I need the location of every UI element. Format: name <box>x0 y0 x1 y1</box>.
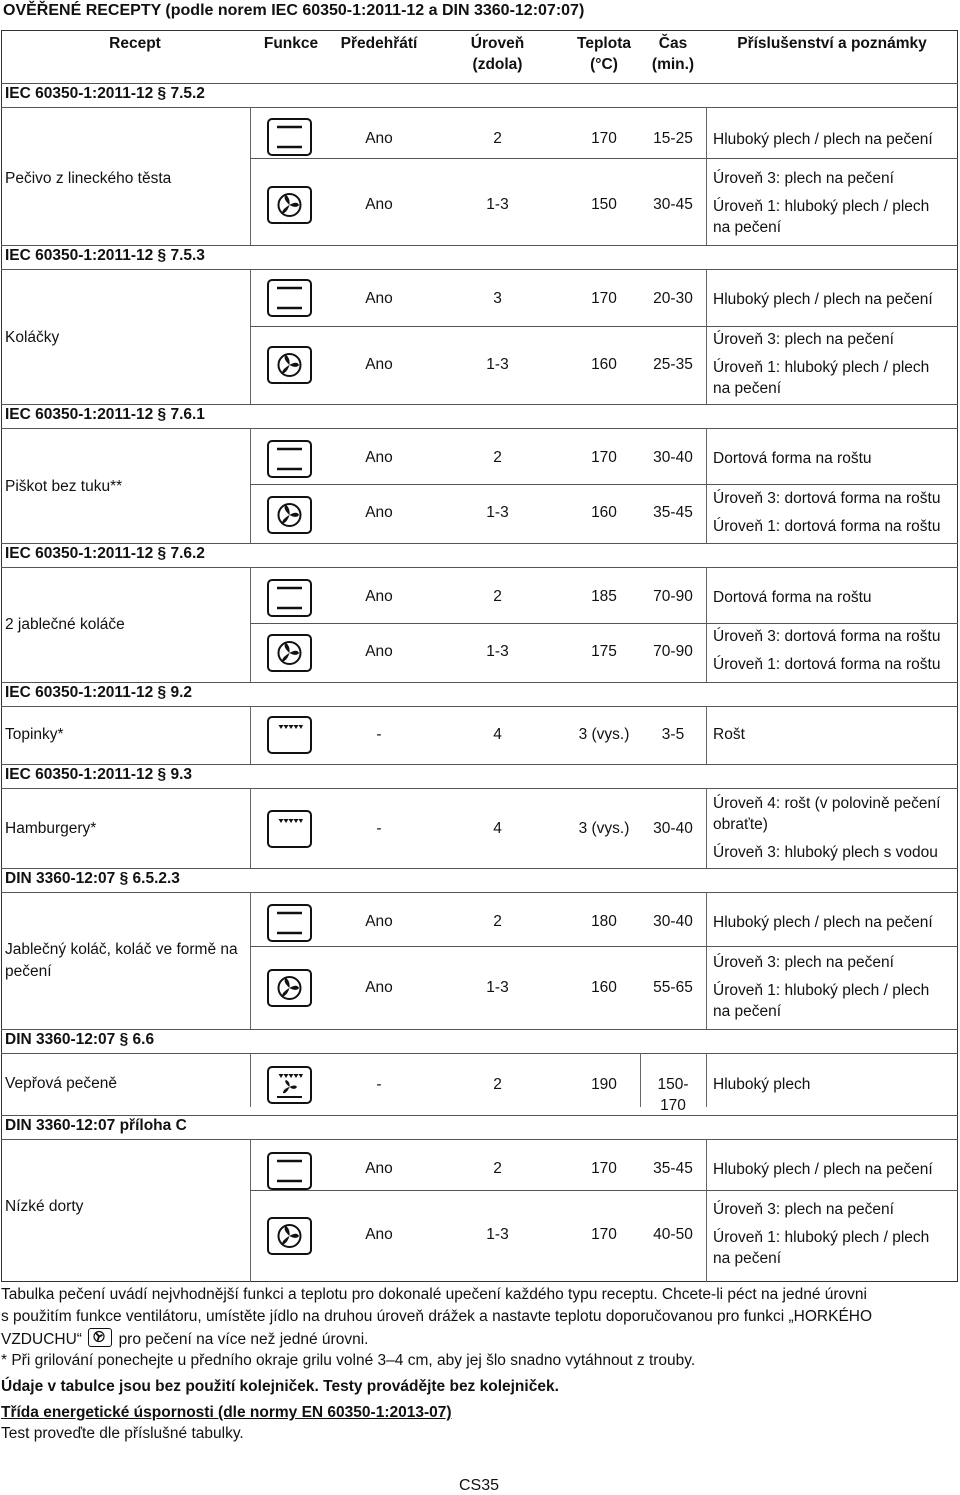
time-value: 35-45 <box>653 504 693 521</box>
accessory-notes: Hluboký plech / plech na pečení <box>713 1161 933 1178</box>
level-value: 1-3 <box>486 979 509 996</box>
level-value: 4 <box>493 820 502 837</box>
level-value: 2 <box>493 130 502 147</box>
norm-separator <box>1 892 958 893</box>
accessory-notes: Rošt <box>713 726 745 743</box>
level-value: 1-3 <box>486 504 509 521</box>
section-norm: IEC 60350-1:2011-12 § 9.3 <box>5 766 192 783</box>
temperature-value: 180 <box>591 913 617 930</box>
time-value: 30-40 <box>653 820 693 837</box>
preheat-value: Ano <box>365 356 393 373</box>
temperature-value: 170 <box>591 449 617 466</box>
column-divider <box>706 269 707 404</box>
preheat-value: Ano <box>365 290 393 307</box>
recipe-name: Pečivo z lineckého těsta <box>5 170 172 187</box>
preheat-value: Ano <box>365 1160 393 1177</box>
section-norm: IEC 60350-1:2011-12 § 7.5.3 <box>5 247 205 264</box>
preheat-value: Ano <box>365 504 393 521</box>
forced-air-icon <box>267 346 312 384</box>
col-header-recipe: Recept <box>109 35 161 52</box>
temperature-value: 175 <box>591 643 617 660</box>
row-separator <box>250 158 958 159</box>
norm-separator <box>1 1139 958 1140</box>
time-value: 15-25 <box>653 130 693 147</box>
column-divider <box>250 428 251 543</box>
accessory-notes: Dortová forma na roštu <box>713 589 872 606</box>
accessory-notes: Úroveň 3: plech na pečení Úroveň 1: hluboký plech / plech na pečení <box>713 1201 930 1267</box>
col-header-temperature: Teplota (°C) <box>577 35 631 73</box>
norm-separator <box>1 788 958 789</box>
level-value: 1-3 <box>486 643 509 660</box>
column-divider <box>250 567 251 682</box>
norm-separator <box>1 567 958 568</box>
level-value: 2 <box>493 1160 502 1177</box>
forced-air-inline-icon <box>88 1328 112 1347</box>
temperature-value: 190 <box>591 1076 617 1093</box>
preheat-value: Ano <box>365 130 393 147</box>
recipe-name: Piškot bez tuku** <box>5 478 123 495</box>
time-value: 40-50 <box>653 1226 693 1243</box>
preheat-value: - <box>376 726 382 743</box>
preheat-value: Ano <box>365 913 393 930</box>
col-header-function: Funkce <box>263 35 319 52</box>
section-separator <box>1 1115 958 1116</box>
grill-icon <box>267 716 312 754</box>
recipe-name: 2 jablečné koláče <box>5 616 125 633</box>
time-value: 20-30 <box>653 290 693 307</box>
section-norm: DIN 3360-12:07 příloha C <box>5 1117 187 1134</box>
row-separator <box>250 484 958 485</box>
section-norm: DIN 3360-12:07 § 6.6 <box>5 1031 155 1048</box>
conventional-icon <box>267 904 312 942</box>
column-divider <box>706 706 707 764</box>
temperature-value: 170 <box>591 1226 617 1243</box>
forced-air-icon <box>267 1217 312 1255</box>
recipe-name: Jablečný koláč, koláč ve formě na pečení <box>5 941 238 980</box>
accessory-notes: Úroveň 3: dortová forma na roštu Úroveň 1: dortová forma na roštu <box>713 628 941 673</box>
norm-separator <box>1 706 958 707</box>
conventional-icon <box>267 440 312 478</box>
section-separator <box>1 1029 958 1030</box>
norm-separator <box>1 107 958 108</box>
level-value: 4 <box>493 726 502 743</box>
turbo-grill-icon <box>267 1066 312 1104</box>
time-value: 30-40 <box>653 449 693 466</box>
recipe-name: Topinky* <box>5 726 64 743</box>
forced-air-icon <box>267 969 312 1007</box>
section-separator <box>1 83 958 84</box>
recipe-name: Hamburgery* <box>5 820 97 837</box>
row-separator <box>250 326 958 327</box>
recipe-name: Vepřová pečeně <box>5 1075 118 1092</box>
page-number: CS35 <box>459 1477 500 1494</box>
preheat-value: Ano <box>365 979 393 996</box>
accessory-notes: Úroveň 3: plech na pečení Úroveň 1: hluboký plech / plech na pečení <box>713 170 930 236</box>
time-value: 150-170 <box>657 1076 689 1114</box>
col-header-time: Čas (min.) <box>651 35 695 73</box>
column-divider <box>706 892 707 1029</box>
section-norm: IEC 60350-1:2011-12 § 7.6.2 <box>5 545 205 562</box>
conventional-icon <box>267 279 312 317</box>
accessory-notes: Hluboký plech <box>713 1076 811 1093</box>
accessory-notes: Úroveň 3: plech na pečení Úroveň 1: hluboký plech / plech na pečení <box>713 331 930 397</box>
section-norm: DIN 3360-12:07 § 6.5.2.3 <box>5 870 180 887</box>
column-divider <box>250 706 251 764</box>
row-separator <box>250 623 958 624</box>
section-separator <box>1 868 958 869</box>
level-value: 2 <box>493 588 502 605</box>
accessory-notes: Dortová forma na roštu <box>713 450 872 467</box>
preheat-value: Ano <box>365 1226 393 1243</box>
accessory-notes: Úroveň 3: plech na pečení Úroveň 1: hluboký plech / plech na pečení <box>713 954 930 1020</box>
col-header-level: Úroveň (zdola) <box>470 35 525 73</box>
page-title: OVĚŘENÉ RECEPTY (podle norem IEC 60350-1:2011-12 a DIN 3360-12:07:07) <box>3 2 585 19</box>
grill-icon <box>267 810 312 848</box>
time-value: 70-90 <box>653 588 693 605</box>
preheat-value: - <box>376 820 382 837</box>
forced-air-icon <box>267 186 312 224</box>
accessory-notes: Hluboký plech / plech na pečení <box>713 131 933 148</box>
temperature-value: 185 <box>591 588 617 605</box>
conventional-icon <box>267 118 312 156</box>
accessory-notes: Úroveň 3: dortová forma na roštu Úroveň 1: dortová forma na roštu <box>713 490 941 535</box>
forced-air-icon <box>267 496 312 534</box>
time-value: 25-35 <box>653 356 693 373</box>
time-value: 70-90 <box>653 643 693 660</box>
col-header-preheat: Předehřátí <box>340 35 418 52</box>
footer-paragraph-1-line-3: VZDUCHU“ pro pečení na více než jedné úrovni. <box>1 1328 368 1351</box>
level-value: 1-3 <box>486 1226 509 1243</box>
preheat-value: Ano <box>365 449 393 466</box>
accessory-notes: Úroveň 4: rošt (v polovině pečení obraťte) Úroveň 3: hluboký plech s vodou <box>713 795 941 861</box>
column-divider <box>706 788 707 868</box>
accessory-notes: Hluboký plech / plech na pečení <box>713 914 933 931</box>
footer-rails-note: Údaje v tabulce jsou bez použití kolejniček. Testy provádějte bez kolejniček. <box>1 1378 559 1395</box>
temperature-value: 160 <box>591 979 617 996</box>
row-separator <box>250 1190 958 1191</box>
temperature-value: 3 (vys.) <box>578 726 630 743</box>
footer-paragraph-1-line-2: s použitím funkce ventilátoru, umístěte jídlo na druhou úroveň drážek a nastavte teplotu doporučovanou pro funkci „HORKÉHO <box>1 1308 873 1325</box>
time-value: 30-40 <box>653 913 693 930</box>
section-separator <box>1 682 958 683</box>
footer-paragraph-1-line-1: Tabulka pečení uvádí nejvhodnější funkci a teplotu pro dokonalé upečení každého typu receptu. Chcete-li péct na jedné úrovni <box>1 1286 867 1303</box>
column-divider <box>250 788 251 868</box>
temperature-value: 170 <box>591 1160 617 1177</box>
conventional-icon <box>267 579 312 617</box>
norm-separator <box>1 1053 958 1054</box>
column-divider <box>250 1053 251 1107</box>
level-value: 3 <box>493 290 502 307</box>
footer-grill-note: * Při grilování ponechejte u předního okraje grilu volné 3–4 cm, aby jej šlo snadno vytáhnout z trouby. <box>1 1352 696 1369</box>
time-value: 3-5 <box>661 726 685 743</box>
row-separator <box>250 946 958 947</box>
column-divider <box>706 107 707 245</box>
column-divider <box>706 1139 707 1282</box>
section-separator <box>1 543 958 544</box>
temperature-value: 170 <box>591 290 617 307</box>
section-separator <box>1 764 958 765</box>
conventional-icon <box>267 1152 312 1190</box>
recipe-name: Nízké dorty <box>5 1198 84 1215</box>
level-value: 1-3 <box>486 356 509 373</box>
accessory-notes: Hluboký plech / plech na pečení <box>713 291 933 308</box>
column-divider <box>250 1139 251 1282</box>
section-separator <box>1 245 958 246</box>
column-divider <box>250 107 251 245</box>
time-value: 30-45 <box>653 196 693 213</box>
footer-energy-class-text: Test proveďte dle příslušné tabulky. <box>1 1425 244 1442</box>
col-header-notes: Příslušenství a poznámky <box>737 35 927 52</box>
section-separator <box>1 404 958 405</box>
level-value: 2 <box>493 449 502 466</box>
section-norm: IEC 60350-1:2011-12 § 7.6.1 <box>5 406 205 423</box>
level-value: 2 <box>493 913 502 930</box>
level-value: 2 <box>493 1076 502 1093</box>
temperature-value: 160 <box>591 356 617 373</box>
temperature-value: 150 <box>591 196 617 213</box>
column-divider <box>250 892 251 1029</box>
time-value: 55-65 <box>653 979 693 996</box>
section-norm: IEC 60350-1:2011-12 § 9.2 <box>5 684 192 701</box>
preheat-value: Ano <box>365 196 393 213</box>
temperature-value: 160 <box>591 504 617 521</box>
column-divider <box>706 1053 707 1107</box>
column-divider <box>706 567 707 682</box>
temperature-value: 170 <box>591 130 617 147</box>
recipe-name: Koláčky <box>5 329 60 346</box>
preheat-value: Ano <box>365 588 393 605</box>
section-norm: IEC 60350-1:2011-12 § 7.5.2 <box>5 85 205 102</box>
column-divider <box>706 428 707 543</box>
level-value: 1-3 <box>486 196 509 213</box>
forced-air-icon <box>267 634 312 672</box>
temperature-value: 3 (vys.) <box>578 820 630 837</box>
column-divider <box>250 269 251 404</box>
norm-separator <box>1 269 958 270</box>
preheat-value: Ano <box>365 643 393 660</box>
time-value: 35-45 <box>653 1160 693 1177</box>
norm-separator <box>1 428 958 429</box>
preheat-value: - <box>376 1076 382 1093</box>
footer-energy-class-heading: Třída energetické úspornosti (dle normy EN 60350-1:2013-07) <box>1 1404 452 1421</box>
